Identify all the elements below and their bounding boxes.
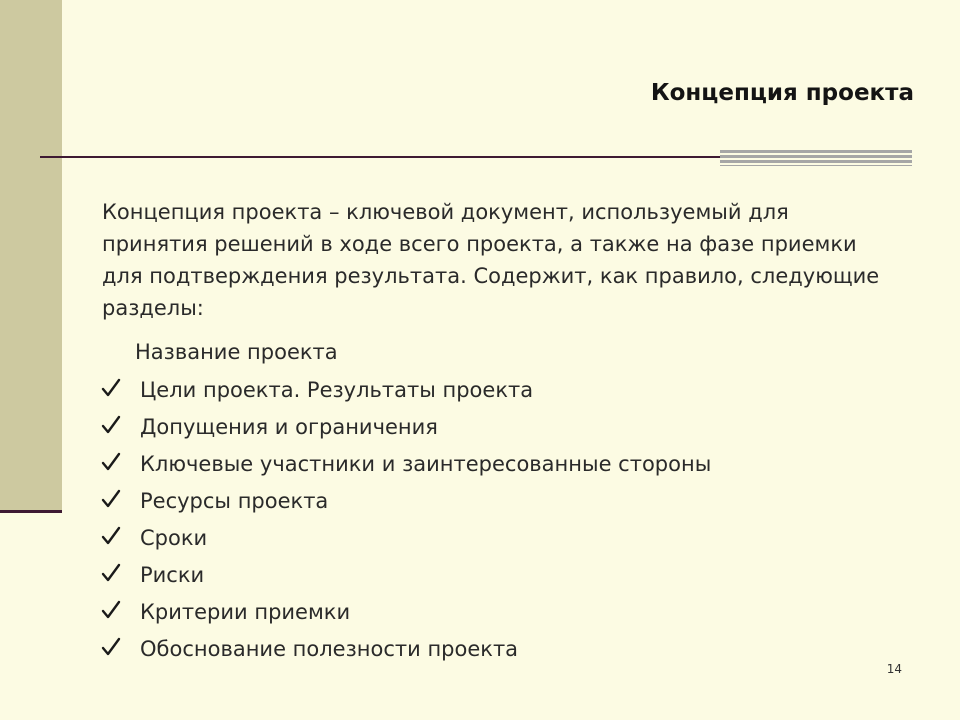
check-icon bbox=[100, 414, 122, 436]
check-icon bbox=[100, 562, 122, 584]
slide-title: Концепция проекта bbox=[650, 80, 914, 106]
list-item-label: Риски bbox=[140, 563, 205, 587]
section-lead: Название проекта bbox=[135, 340, 338, 364]
check-icon bbox=[100, 636, 122, 658]
list-item-label: Допущения и ограничения bbox=[140, 415, 438, 439]
list-item-label: Сроки bbox=[140, 526, 208, 550]
list-item-label: Обоснование полезности проекта bbox=[140, 637, 519, 661]
title-divider-accent bbox=[720, 150, 912, 166]
page-number: 14 bbox=[886, 662, 902, 676]
list-item-label: Ключевые участники и заинтересованные стороны bbox=[140, 452, 712, 476]
list-item-label: Цели проекта. Результаты проекта bbox=[140, 378, 534, 402]
list-item-label: Критерии приемки bbox=[140, 600, 351, 624]
check-icon bbox=[100, 525, 122, 547]
check-icon bbox=[100, 488, 122, 510]
check-icon bbox=[100, 377, 122, 399]
side-decoration-strip bbox=[0, 0, 62, 512]
side-strip-underline bbox=[0, 510, 62, 513]
intro-paragraph: Концепция проекта – ключевой документ, используемый для принятия решений в ходе всего проекта, а также на фазе приемки для подтверждения результата. Содержит, как правило, следующие разделы: bbox=[102, 200, 880, 320]
check-icon bbox=[100, 451, 122, 473]
list-item-label: Ресурсы проекта bbox=[140, 489, 329, 513]
check-icon bbox=[100, 599, 122, 621]
